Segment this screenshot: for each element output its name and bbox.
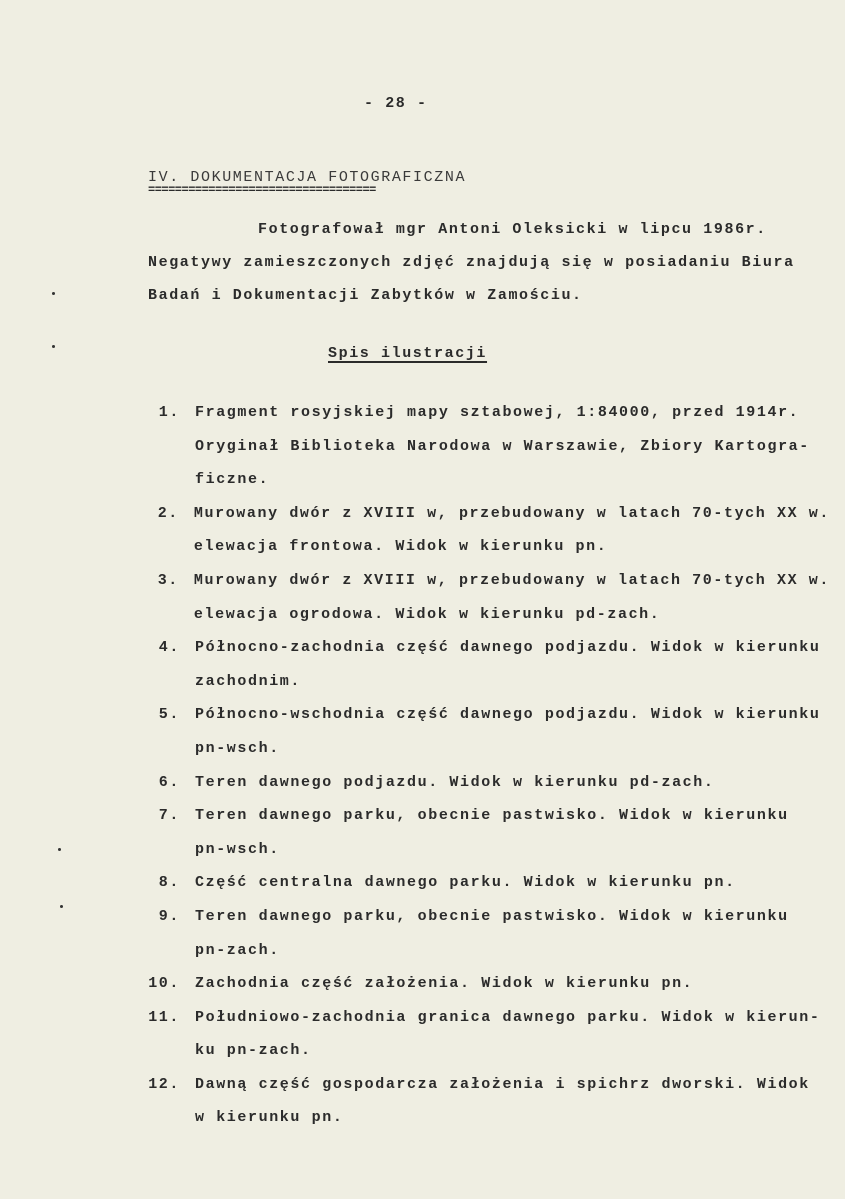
- list-item: [140, 497, 830, 564]
- list-item: [140, 631, 830, 698]
- item-text-line: pn-zach.: [195, 941, 280, 959]
- item-text-line: Fragment rosyjskiej mapy sztabowej, 1:84000, przed 1914r.: [195, 404, 800, 421]
- item-number: 3.: [157, 571, 179, 589]
- item-text-line: ku pn-zach.: [195, 1042, 312, 1060]
- item-text-line: w kierunku pn.: [195, 1109, 344, 1127]
- paragraph-line: Badań i Dokumentacji Zabytków w Zamościu.: [148, 287, 583, 304]
- item-number: 8.: [158, 874, 180, 892]
- item-text-line: ficzne.: [195, 471, 270, 489]
- punch-mark: [52, 345, 55, 348]
- item-text-line: Północno-wschodnia część dawnego podjazdu. Widok w kierunku: [195, 706, 821, 724]
- item-number: 7.: [158, 807, 180, 825]
- item-text-line: Teren dawnego podjazdu. Widok w kierunku pd-zach.: [195, 773, 715, 791]
- item-text-line: elewacja ogrodowa. Widok w kierunku pd-zach.: [193, 605, 661, 623]
- item-text-line: Północno-zachodnia część dawnego podjazdu. Widok w kierunku: [195, 639, 821, 657]
- list-item: [140, 698, 830, 765]
- item-number: 9.: [158, 907, 180, 925]
- item-text-line: pn-wsch.: [195, 739, 280, 757]
- item-text-line: Murowany dwór z XVIII w, przebudowany w latach 70-tych XX w.: [193, 571, 830, 589]
- item-text-line: Oryginał Biblioteka Narodowa w Warszawie, Zbiory Kartogra-: [195, 437, 810, 455]
- item-text-line: Część centralna dawnego parku. Widok w kierunku pn.: [195, 874, 736, 892]
- illustration-list: [140, 396, 830, 1135]
- punch-mark: [60, 905, 63, 908]
- heading-underline: ==================================: [148, 183, 376, 197]
- list-item: [140, 1001, 830, 1068]
- item-text-line: Dawną część gospodarcza założenia i spichrz dworski. Widok: [195, 1075, 810, 1093]
- punch-mark: [52, 292, 55, 295]
- item-number: 10.: [148, 975, 180, 993]
- item-text-line: Murowany dwór z XVIII w, przebudowany w latach 70-tych XX w.: [193, 504, 830, 522]
- item-number: 12.: [148, 1075, 180, 1093]
- item-number: 2.: [157, 504, 179, 522]
- item-text-line: Zachodnia część założenia. Widok w kierunku pn.: [195, 975, 694, 993]
- list-item: [140, 799, 830, 866]
- punch-mark: [58, 848, 61, 851]
- item-text-line: Teren dawnego parku, obecnie pastwisko. Widok w kierunku: [195, 907, 789, 925]
- item-number: 5.: [158, 706, 180, 724]
- item-text-line: zachodnim.: [195, 672, 302, 690]
- paragraph-line: Fotografował mgr Antoni Oleksicki w lipcu 1986r.: [258, 221, 767, 238]
- section-heading: IV. DOKUMENTACJA FOTOGRAFICZNA: [148, 169, 467, 186]
- list-item: [140, 900, 830, 967]
- item-number: 11.: [148, 1008, 180, 1026]
- list-item: [140, 967, 830, 1001]
- item-number: 6.: [158, 773, 180, 791]
- list-item: [140, 1068, 830, 1135]
- paragraph-line: Negatywy zamieszczonych zdjęć znajdują się w posiadaniu Biura: [148, 254, 795, 271]
- item-text-line: Południowo-zachodnia granica dawnego parku. Widok w kierun-: [195, 1008, 821, 1026]
- list-item: [140, 564, 830, 631]
- item-number: 1.: [158, 404, 180, 421]
- item-number: 4.: [158, 639, 180, 657]
- item-text-line: elewacja frontowa. Widok w kierunku pn.: [193, 538, 608, 556]
- list-item: [140, 766, 830, 800]
- page-number: - 28 -: [364, 95, 428, 112]
- list-item: [140, 396, 830, 497]
- list-item: [140, 866, 830, 900]
- item-text-line: pn-wsch.: [195, 840, 280, 858]
- item-text-line: Teren dawnego parku, obecnie pastwisko. Widok w kierunku: [195, 807, 789, 825]
- list-title: Spis ilustracji: [328, 345, 488, 362]
